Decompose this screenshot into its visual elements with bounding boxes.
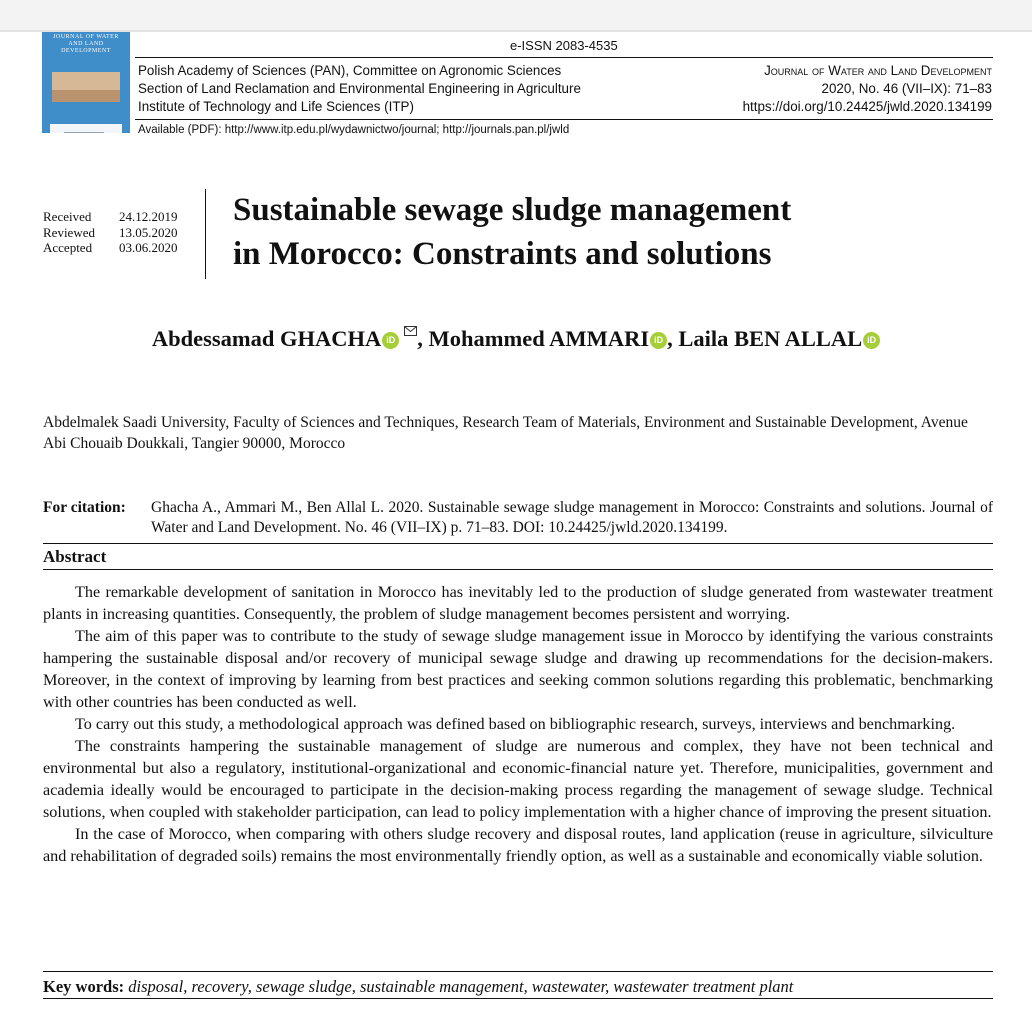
journal-cover-image — [42, 32, 130, 133]
author-1: Abdessamad GHACHA — [151, 326, 382, 351]
received-label: Received — [43, 209, 92, 224]
abstract-paragraph: In the case of Morocco, when comparing with others sludge recovery and disposal routes, land application (reuse in agriculture, silviculture and rehabilitation of degraded soils) remains the most environmentally friendly option, as well as a sustainable and economically viable solution. — [43, 825, 993, 865]
orcid-icon[interactable]: iD — [650, 332, 667, 349]
keywords-rule-bottom — [43, 998, 993, 999]
authors — [0, 326, 1032, 352]
abstract-paragraph: The aim of this paper was to contribute to the study of sewage sludge management issue in Morocco by identifying the various constraints hampering the sustainable disposal and/or recovery of municipal sewage sludge and drawing up recommendations for the decision-makers. Moreover, in the context of improving by learning from best practices and seeking common solutions regarding this problematic, benchmarking with other countries has been conducted as well. — [43, 627, 993, 711]
cover-photo-band — [52, 90, 120, 102]
keywords — [43, 977, 993, 997]
publisher-line: Polish Academy of Sciences (PAN), Committee on Agronomic Sciences — [138, 63, 562, 78]
author-3: Laila BEN ALLAL — [678, 326, 863, 351]
received-date: 24.12.2019 — [119, 209, 178, 224]
date-accepted-row — [43, 240, 178, 256]
orcid-icon[interactable]: iD — [382, 332, 399, 349]
affiliation: Abdelmalek Saadi University, Faculty of Sciences and Techniques, Research Team of Materials, Environment and Sustainable Development, Avenue Abi Chouaib Doukkali, Tangier 90000, Morocco — [43, 414, 968, 452]
abstract-paragraph: To carry out this study, a methodological approach was defined based on bibliographic research, surveys, interviews and benchmarking. — [75, 715, 956, 733]
envelope-icon[interactable] — [404, 326, 417, 336]
article-dates — [43, 209, 178, 256]
title-line-2: in Morocco: Constraints and solutions — [233, 236, 772, 272]
keywords-text: disposal, recovery, sewage sludge, sustainable management, wastewater, wastewater treatment plant — [128, 977, 794, 996]
cover-text-line — [64, 132, 104, 133]
eissn: e-ISSN 2083-4535 — [510, 38, 618, 53]
abstract-body — [43, 581, 993, 867]
author-separator: , — [417, 326, 423, 351]
keywords-rule-top — [43, 971, 993, 972]
reviewed-date: 13.05.2020 — [119, 224, 178, 240]
abstract-paragraph: The constraints hampering the sustainable management of sludge are numerous and complex, they have not been technical and environmental but also a regulatory, institutional-organizational and economic-financial nature yet. Therefore, municipalities, government and academia ideally would be encouraged to participate in the decision-making process regarding the management of sewage sludge. Technical solutions, when coupled with stakeholder participation, can lead to policy implementation with a higher chance of improving the present situation. — [43, 737, 993, 821]
available-links[interactable]: Available (PDF): http://www.itp.edu.pl/wydawnictwo/journal; http://journals.pan.pl/jwld — [138, 124, 570, 136]
top-band — [0, 0, 1032, 30]
citation-label: For citation: — [43, 499, 126, 516]
title-line-1: Sustainable sewage sludge management — [233, 192, 792, 228]
header-rule-top — [135, 57, 993, 58]
abstract-paragraph: The remarkable development of sanitation in Morocco has inevitably led to the production of sludge generated from wastewater treatment plants in increasing quantities. Consequently, the problem of sludge management becomes persistent and worrying. — [43, 583, 993, 623]
date-received-row — [43, 209, 178, 225]
dates-divider — [205, 189, 206, 279]
author-separator: , — [667, 326, 673, 351]
publisher-line: Institute of Technology and Life Sciences (ITP) — [138, 99, 414, 114]
accepted-date: 03.06.2020 — [119, 240, 178, 255]
reviewed-label: Reviewed — [43, 224, 95, 240]
accepted-label: Accepted — [43, 240, 93, 255]
abstract-rule-top — [43, 543, 993, 544]
date-reviewed-row — [43, 225, 178, 241]
citation-text: Ghacha A., Ammari M., Ben Allal L. 2020. Sustainable sewage sludge management in Morocco: Constraints and solutions. Journal of Water and Land Development. No. 46 (VII–IX) p. 71–83. DOI: 10.24425/jwld.2020.134199. — [151, 499, 993, 536]
citation-block — [43, 498, 993, 538]
doi-link[interactable]: https://doi.org/10.24425/jwld.2020.134199 — [742, 99, 992, 114]
orcid-icon[interactable]: iD — [863, 332, 880, 349]
top-band-border — [0, 30, 1032, 32]
abstract-rule — [43, 569, 993, 570]
journal-name: Journal of Water and Land Development — [764, 63, 992, 78]
author-2: Mohammed AMMARI — [428, 326, 650, 351]
cover-title: JOURNAL OF WATER AND LAND DEVELOPMENT — [53, 34, 119, 54]
keywords-label: Key words: — [43, 977, 125, 996]
publisher-line: Section of Land Reclamation and Environmental Engineering in Agriculture — [138, 81, 581, 96]
journal-issue: 2020, No. 46 (VII–IX): 71–83 — [821, 81, 992, 96]
abstract-heading: Abstract — [43, 547, 107, 566]
article-title — [233, 188, 791, 276]
header-rule-bottom — [135, 119, 993, 120]
